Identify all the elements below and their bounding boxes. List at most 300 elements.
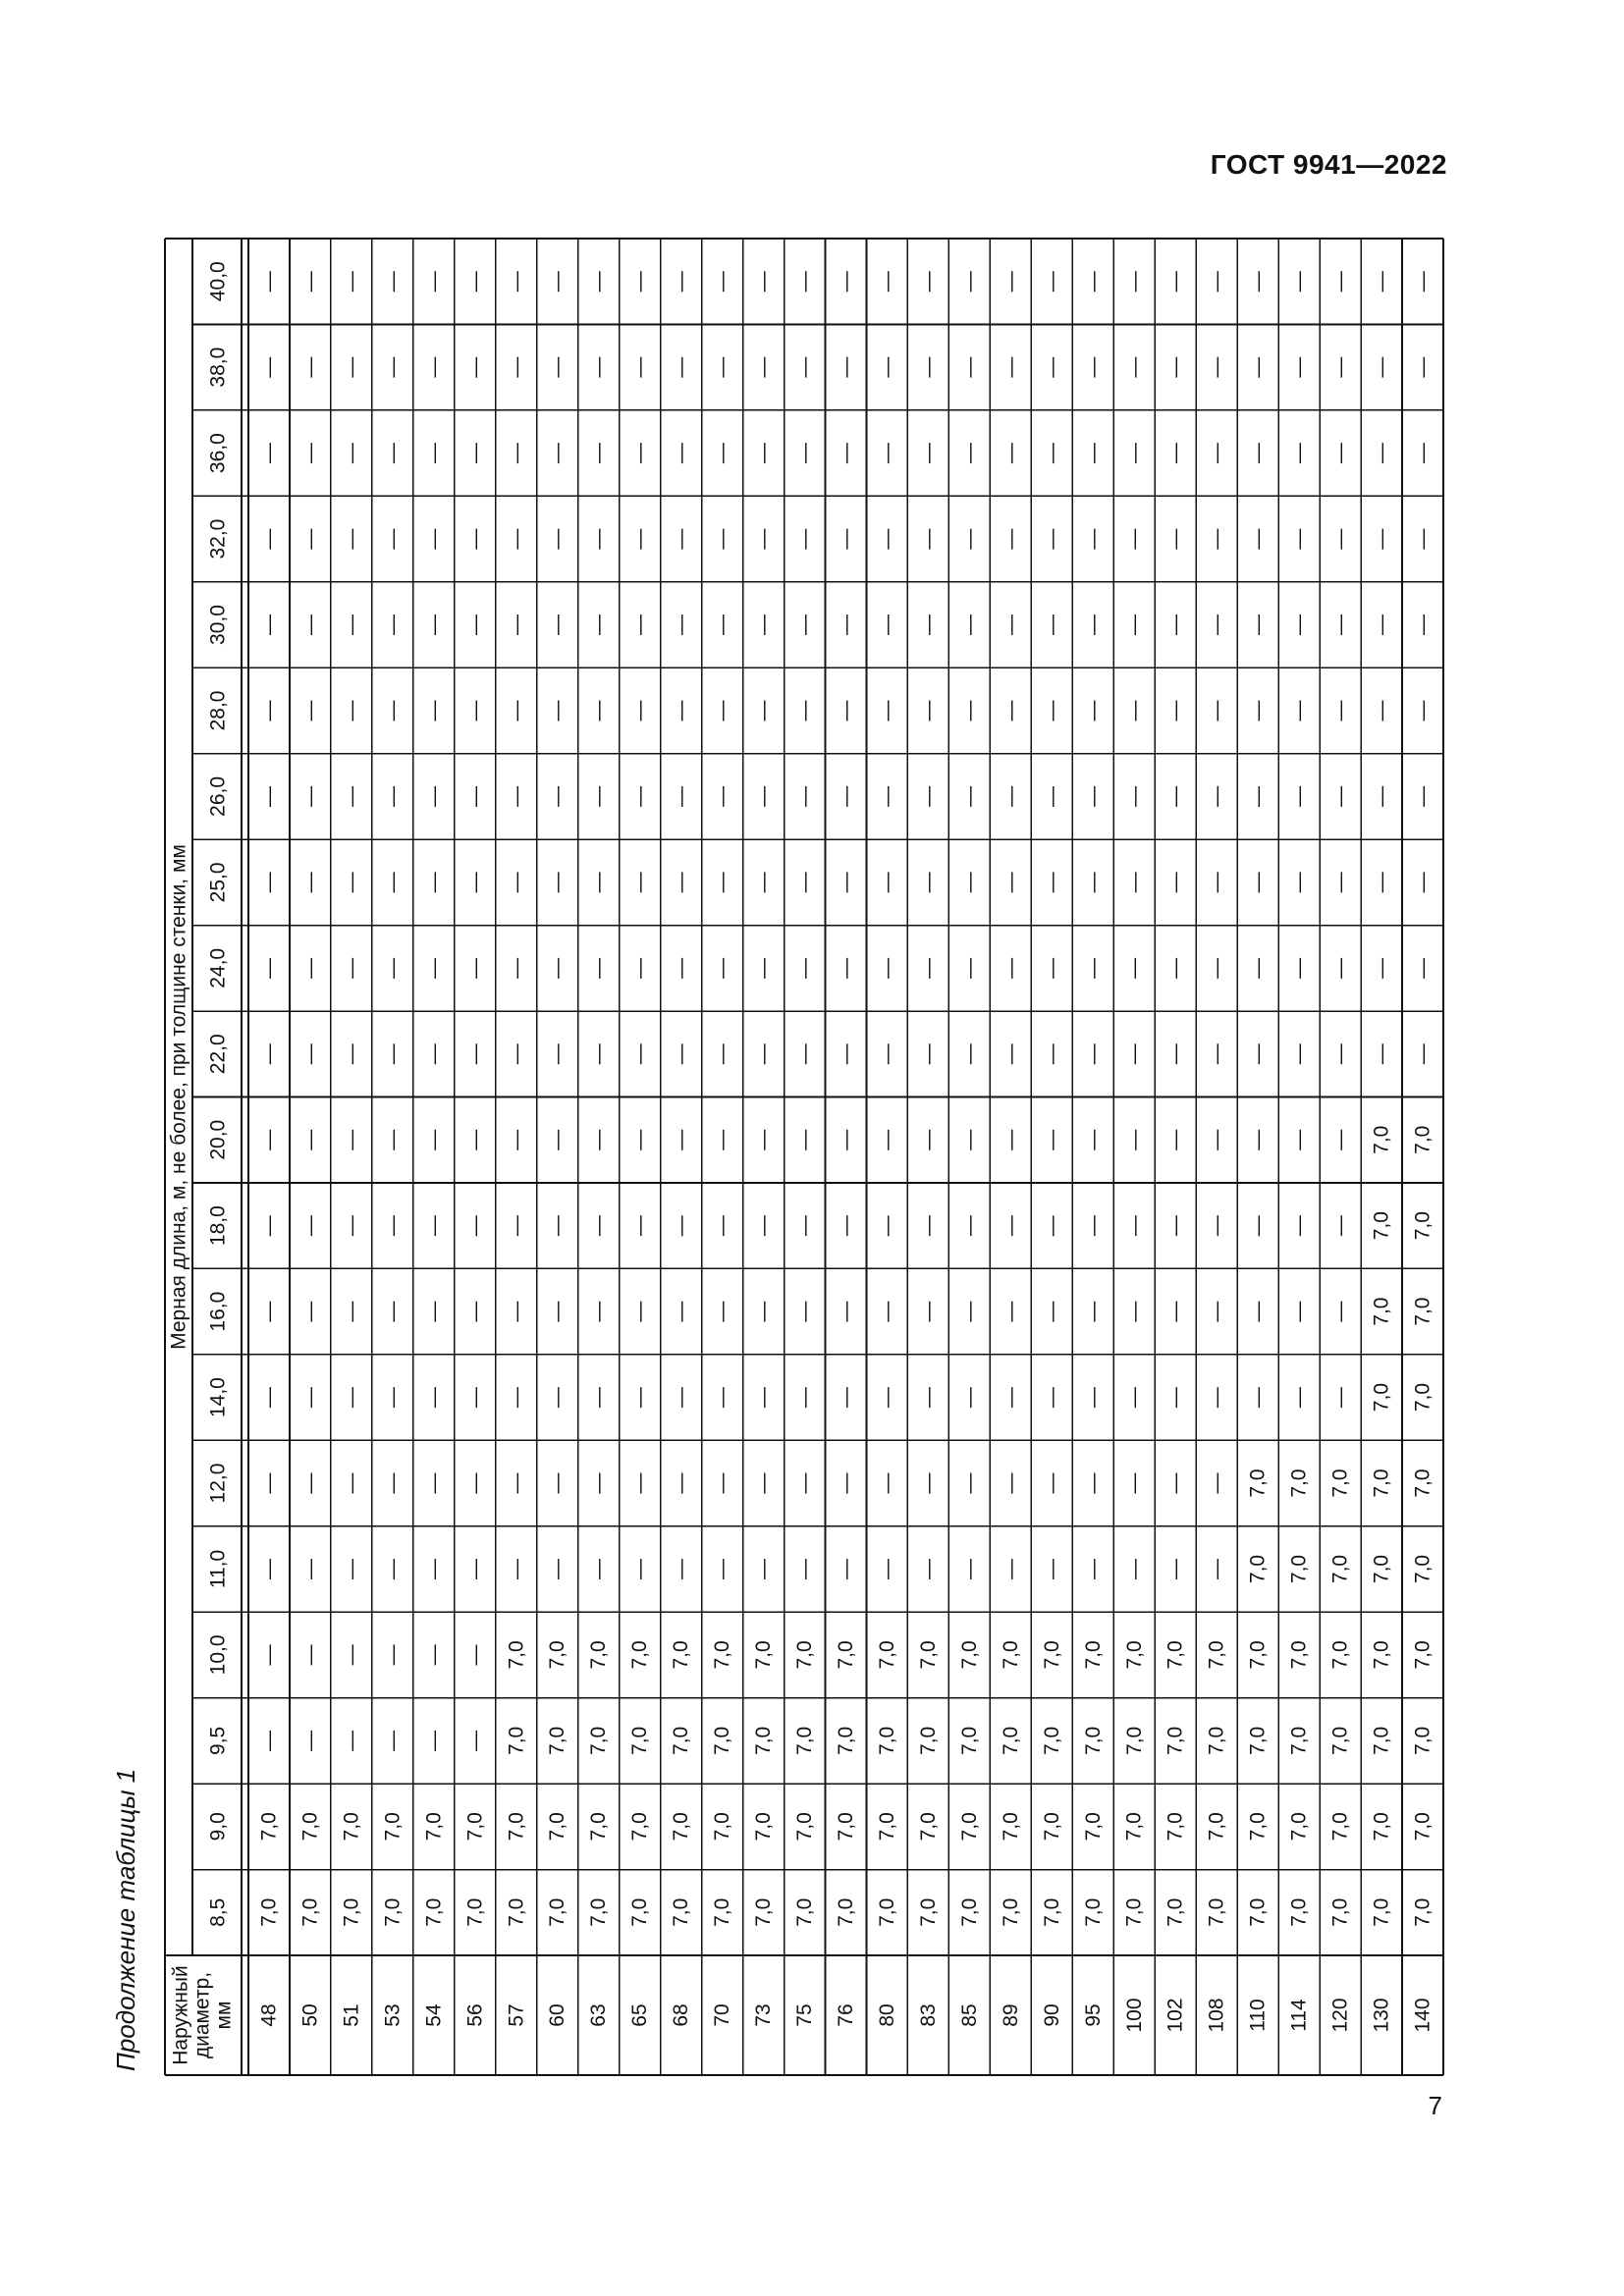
length-cell: — (505, 271, 528, 293)
length-cell: — (257, 528, 281, 550)
length-cell: — (1164, 1558, 1187, 1579)
length-cell: 7,0 (1370, 1726, 1393, 1755)
length-cell: — (835, 1472, 857, 1494)
length-cell: — (875, 1472, 898, 1494)
length-cell: — (670, 1472, 693, 1494)
length-cell: — (916, 1129, 940, 1150)
length-cell: — (875, 957, 898, 979)
length-cell: — (463, 1129, 487, 1150)
diameter-cell: 102 (1164, 1998, 1187, 2033)
length-cell: — (381, 356, 405, 378)
length-cell: 7,0 (1411, 1812, 1435, 1842)
length-cell: — (999, 872, 1022, 893)
length-cell: — (957, 614, 981, 636)
thickness-column-header: 9,0 (206, 1812, 230, 1842)
diameter-cell: 120 (1328, 1998, 1352, 2033)
length-cell: 7,0 (711, 1812, 734, 1842)
length-cell: — (711, 700, 734, 721)
length-cell: — (546, 957, 569, 979)
length-cell: — (957, 443, 981, 464)
length-cell: — (1081, 1301, 1105, 1322)
length-cell: — (505, 700, 528, 721)
length-cell: 7,0 (1122, 1726, 1146, 1755)
length-cell: — (1164, 443, 1187, 464)
length-cell: — (1164, 872, 1187, 893)
length-cell: 7,0 (1040, 1726, 1063, 1755)
diameter-cell: 130 (1370, 1998, 1393, 2033)
length-cell: — (628, 1043, 652, 1065)
length-cell: — (957, 700, 981, 721)
diameter-cell: 89 (999, 2003, 1022, 2027)
length-cell: — (1205, 700, 1228, 721)
length-cell: — (793, 271, 817, 293)
length-cell: 7,0 (1040, 1640, 1063, 1670)
length-cell: — (422, 872, 446, 893)
length-cell: 7,0 (1328, 1640, 1352, 1670)
length-cell: 7,0 (298, 1897, 322, 1927)
length-cell: — (381, 1730, 405, 1751)
length-cell: 7,0 (587, 1726, 611, 1755)
length-cell: — (1411, 614, 1435, 636)
length-cell: — (670, 271, 693, 293)
length-cell: — (340, 1472, 363, 1494)
length-cell: — (587, 1043, 611, 1065)
length-cell: — (298, 1129, 322, 1150)
length-cell: — (1081, 443, 1105, 464)
length-cell: — (752, 785, 776, 807)
length-cell: — (1205, 872, 1228, 893)
length-cell: — (587, 700, 611, 721)
length-cell: — (999, 1129, 1022, 1150)
length-cell: — (1246, 528, 1270, 550)
length-cell: 7,0 (1122, 1812, 1146, 1842)
length-cell: — (340, 1129, 363, 1150)
length-cell: — (1287, 1215, 1311, 1237)
length-cell: — (505, 1215, 528, 1237)
length-cell: — (1246, 1387, 1270, 1409)
length-cell: 7,0 (752, 1640, 776, 1670)
length-cell: — (916, 872, 940, 893)
length-cell: — (1370, 872, 1393, 893)
length-cell: — (463, 1472, 487, 1494)
length-cell: 7,0 (875, 1897, 898, 1927)
length-cell: — (752, 271, 776, 293)
length-cell: 7,0 (1370, 1297, 1393, 1326)
length-cell: — (1287, 1043, 1311, 1065)
length-cell: — (628, 1387, 652, 1409)
length-cell: 7,0 (1205, 1812, 1228, 1842)
length-cell: 7,0 (916, 1726, 940, 1755)
length-cell: — (1122, 271, 1146, 293)
length-cell: — (999, 614, 1022, 636)
length-cell: — (1370, 356, 1393, 378)
length-cell: — (628, 271, 652, 293)
length-cell: 7,0 (916, 1897, 940, 1927)
length-cell: — (1246, 356, 1270, 378)
length-cell: — (1205, 1558, 1228, 1579)
length-cell: 7,0 (1370, 1554, 1393, 1584)
length-cell: — (298, 1387, 322, 1409)
length-cell: — (340, 1558, 363, 1579)
length-cell: — (1122, 356, 1146, 378)
length-cell: — (875, 443, 898, 464)
length-cell: — (835, 614, 857, 636)
length-cell: — (670, 1129, 693, 1150)
length-cell: — (298, 1730, 322, 1751)
length-cell: — (1122, 1043, 1146, 1065)
length-cell: — (546, 443, 569, 464)
length-cell: — (999, 271, 1022, 293)
length-cell: — (875, 785, 898, 807)
length-cell: — (381, 1644, 405, 1666)
length-cell: 7,0 (1328, 1554, 1352, 1584)
length-cell: 7,0 (1164, 1897, 1187, 1927)
length-cell: — (752, 1215, 776, 1237)
thickness-column-header: 24,0 (206, 947, 230, 988)
length-cell: — (1205, 957, 1228, 979)
length-cell: 7,0 (587, 1640, 611, 1670)
length-cell: — (422, 1387, 446, 1409)
length-cell: — (1411, 957, 1435, 979)
length-cell: — (999, 700, 1022, 721)
length-cell: — (957, 1301, 981, 1322)
length-cell: 7,0 (670, 1726, 693, 1755)
length-cell: — (381, 271, 405, 293)
length-cell: 7,0 (505, 1726, 528, 1755)
length-cell: — (340, 443, 363, 464)
length-cell: 7,0 (628, 1897, 652, 1927)
length-cell: — (711, 356, 734, 378)
length-cell: 7,0 (1164, 1640, 1187, 1670)
diameter-cell: 75 (793, 2003, 817, 2027)
length-cell: — (463, 1558, 487, 1579)
thickness-column-header: 32,0 (206, 518, 230, 560)
length-cell: — (1411, 872, 1435, 893)
length-cell: — (1328, 1215, 1352, 1237)
length-cell: — (1370, 443, 1393, 464)
length-cell: — (1287, 872, 1311, 893)
length-cell: 7,0 (505, 1897, 528, 1927)
length-cell: — (835, 528, 857, 550)
length-cell: — (1246, 785, 1270, 807)
length-cell: — (257, 1301, 281, 1322)
length-cell: — (1040, 1043, 1063, 1065)
length-cell: — (1040, 1387, 1063, 1409)
length-cell: 7,0 (670, 1897, 693, 1927)
length-cell: — (1040, 1558, 1063, 1579)
length-cell: — (298, 528, 322, 550)
length-cell: — (257, 700, 281, 721)
length-cell: — (422, 700, 446, 721)
length-cell: — (1246, 957, 1270, 979)
length-cell: — (257, 872, 281, 893)
length-cell: — (711, 957, 734, 979)
length-cell: — (752, 1043, 776, 1065)
length-cell: — (793, 872, 817, 893)
length-cell: 7,0 (1081, 1726, 1105, 1755)
length-cell: 7,0 (957, 1726, 981, 1755)
length-cell: — (628, 1129, 652, 1150)
diameter-cell: 56 (463, 2003, 487, 2027)
length-cell: — (1081, 1215, 1105, 1237)
length-cell: — (793, 1215, 817, 1237)
length-cell: — (1287, 443, 1311, 464)
length-cell: — (587, 1558, 611, 1579)
length-cell: 7,0 (505, 1812, 528, 1842)
length-cell: — (587, 785, 611, 807)
length-cell: — (1081, 1558, 1105, 1579)
length-cell: — (340, 1644, 363, 1666)
length-cell: — (546, 1215, 569, 1237)
length-cell: — (381, 614, 405, 636)
length-cell: 7,0 (546, 1726, 569, 1755)
length-cell: — (463, 957, 487, 979)
length-cell: — (1122, 872, 1146, 893)
length-cell: — (752, 356, 776, 378)
length-cell: — (875, 1215, 898, 1237)
length-cell: 7,0 (422, 1897, 446, 1927)
length-cell: — (587, 1387, 611, 1409)
length-cell: — (1328, 1301, 1352, 1322)
length-cell: — (628, 1472, 652, 1494)
length-cell: — (1287, 614, 1311, 636)
length-cell: — (1164, 528, 1187, 550)
length-cell: — (340, 785, 363, 807)
length-cell: — (298, 1301, 322, 1322)
length-cell: 7,0 (1287, 1640, 1311, 1670)
thickness-column-header: 38,0 (206, 347, 230, 388)
group-header: Мерная длина, м, не более, при толщине стенки, мм (167, 844, 190, 1350)
length-cell: — (587, 528, 611, 550)
thickness-column-header: 25,0 (206, 862, 230, 903)
length-cell: — (1205, 443, 1228, 464)
length-cell: — (999, 1215, 1022, 1237)
length-cell: — (1370, 271, 1393, 293)
length-cell: 7,0 (1205, 1726, 1228, 1755)
length-cell: — (999, 356, 1022, 378)
thickness-column-header: 18,0 (206, 1205, 230, 1247)
length-cell: — (1287, 1387, 1311, 1409)
length-cell: 7,0 (1328, 1468, 1352, 1498)
length-cell: — (1122, 443, 1146, 464)
length-cell: — (875, 1301, 898, 1322)
thickness-column-header: 9,5 (206, 1726, 230, 1755)
length-cell: — (835, 356, 857, 378)
length-cell: — (422, 1644, 446, 1666)
length-cell: 7,0 (628, 1640, 652, 1670)
length-cell: — (1205, 1129, 1228, 1150)
length-cell: — (793, 1387, 817, 1409)
length-cell: — (422, 957, 446, 979)
length-cell: — (711, 1558, 734, 1579)
length-cell: 7,0 (587, 1812, 611, 1842)
length-cell: 7,0 (835, 1726, 857, 1755)
length-cell: — (1246, 1301, 1270, 1322)
length-cell: — (340, 872, 363, 893)
length-cell: — (1164, 1215, 1187, 1237)
length-cell: — (257, 1129, 281, 1150)
length-cell: 7,0 (381, 1812, 405, 1842)
length-cell: 7,0 (875, 1726, 898, 1755)
length-cell: — (1164, 1043, 1187, 1065)
length-cell: — (1205, 1301, 1228, 1322)
length-cell: — (875, 1558, 898, 1579)
length-cell: — (463, 1730, 487, 1751)
length-cell: — (670, 356, 693, 378)
length-cell: — (381, 1472, 405, 1494)
length-cell: — (1040, 1129, 1063, 1150)
length-cell: — (752, 1472, 776, 1494)
length-cell: — (505, 356, 528, 378)
page-number: 7 (1428, 2091, 1442, 2120)
length-cell: 7,0 (422, 1812, 446, 1842)
length-cell: — (835, 700, 857, 721)
length-cell: — (957, 1043, 981, 1065)
length-cell: — (340, 528, 363, 550)
length-cell: 7,0 (1370, 1468, 1393, 1498)
length-cell: — (422, 1558, 446, 1579)
length-cell: — (875, 271, 898, 293)
length-cell: — (463, 1387, 487, 1409)
length-cell: — (298, 1215, 322, 1237)
length-cell: 7,0 (875, 1640, 898, 1670)
length-cell: — (340, 1043, 363, 1065)
diameter-cell: 54 (422, 2003, 446, 2027)
length-cell: — (298, 1043, 322, 1065)
length-cell: 7,0 (298, 1812, 322, 1842)
length-cell: — (257, 1387, 281, 1409)
length-cell: — (752, 614, 776, 636)
diameter-cell: 108 (1205, 1998, 1228, 2033)
diameter-cell: 76 (835, 2003, 857, 2027)
length-cell: — (1328, 1043, 1352, 1065)
length-cell: — (670, 785, 693, 807)
length-cell: — (957, 1129, 981, 1150)
diameter-header-line: диаметр, (190, 1971, 214, 2059)
length-cell: — (298, 356, 322, 378)
length-cell: 7,0 (957, 1812, 981, 1842)
length-cell: — (257, 1472, 281, 1494)
length-cell: 7,0 (793, 1897, 817, 1927)
length-cell: — (1205, 1215, 1228, 1237)
length-cell: — (711, 1129, 734, 1150)
length-cell: — (628, 528, 652, 550)
length-cell: — (835, 1301, 857, 1322)
length-cell: 7,0 (916, 1812, 940, 1842)
diameter-cell: 140 (1411, 1998, 1435, 2033)
length-cell: — (711, 271, 734, 293)
length-cell: — (298, 1558, 322, 1579)
length-cell: — (1205, 1043, 1228, 1065)
length-cell: — (916, 271, 940, 293)
diameter-cell: 51 (340, 2003, 363, 2027)
length-cell: 7,0 (1287, 1812, 1311, 1842)
diameter-cell: 100 (1122, 1998, 1146, 2033)
length-cell: — (505, 1387, 528, 1409)
length-cell: 7,0 (1411, 1382, 1435, 1413)
length-cell: — (1122, 1472, 1146, 1494)
length-cell: 7,0 (1328, 1726, 1352, 1755)
length-cell: — (793, 528, 817, 550)
diameter-cell: 95 (1081, 2003, 1105, 2027)
diameter-cell: 65 (628, 2003, 652, 2027)
diameter-cell: 83 (916, 2003, 940, 2027)
length-cell: — (381, 957, 405, 979)
length-cell: 7,0 (1287, 1897, 1311, 1927)
length-cell: 7,0 (1205, 1897, 1228, 1927)
length-cell: — (875, 872, 898, 893)
diameter-cell: 57 (505, 2003, 528, 2027)
length-cell: — (546, 700, 569, 721)
length-cell: — (835, 957, 857, 979)
length-cell: — (1287, 957, 1311, 979)
length-cell: — (340, 1215, 363, 1237)
length-cell: — (381, 1215, 405, 1237)
length-cell: — (381, 1301, 405, 1322)
length-cell: — (463, 443, 487, 464)
length-cell: 7,0 (1411, 1640, 1435, 1670)
length-cell: 7,0 (1246, 1812, 1270, 1842)
length-cell: — (875, 700, 898, 721)
thickness-column-header: 20,0 (206, 1119, 230, 1160)
length-cell: — (463, 271, 487, 293)
length-cell: 7,0 (1081, 1812, 1105, 1842)
length-cell: 7,0 (463, 1897, 487, 1927)
length-cell: — (1246, 614, 1270, 636)
length-cell: — (628, 957, 652, 979)
length-cell: — (463, 528, 487, 550)
length-cell: — (628, 356, 652, 378)
length-cell: — (1122, 957, 1146, 979)
length-cell: — (505, 785, 528, 807)
length-cell: — (999, 1387, 1022, 1409)
length-cell: 7,0 (546, 1897, 569, 1927)
length-cell: — (505, 1043, 528, 1065)
length-cell: — (793, 1558, 817, 1579)
length-cell: — (1040, 872, 1063, 893)
length-cell: — (1411, 271, 1435, 293)
length-cell: 7,0 (1411, 1726, 1435, 1755)
thickness-column-header: 8,5 (206, 1897, 230, 1927)
length-cell: — (1040, 356, 1063, 378)
length-cell: — (1287, 356, 1311, 378)
length-cell: 7,0 (1411, 1211, 1435, 1241)
length-cell: — (999, 1472, 1022, 1494)
length-cell: 7,0 (1122, 1640, 1146, 1670)
length-cell: — (381, 1043, 405, 1065)
length-cell: — (505, 872, 528, 893)
length-cell: — (916, 1387, 940, 1409)
diameter-header-line: Наружный (169, 1965, 192, 2065)
length-cell: — (628, 614, 652, 636)
length-cell: — (1081, 1387, 1105, 1409)
length-cell: — (835, 443, 857, 464)
length-cell: 7,0 (628, 1726, 652, 1755)
length-cell: — (298, 957, 322, 979)
length-cell: — (875, 356, 898, 378)
length-cell: — (422, 356, 446, 378)
length-cell: — (793, 356, 817, 378)
length-cell: 7,0 (1328, 1812, 1352, 1842)
length-cell: — (546, 1043, 569, 1065)
length-cell: — (1328, 356, 1352, 378)
length-cell: — (957, 1387, 981, 1409)
length-cell: — (546, 614, 569, 636)
length-cell: — (835, 1215, 857, 1237)
length-cell: 7,0 (1246, 1897, 1270, 1927)
length-cell: 7,0 (1246, 1726, 1270, 1755)
length-cell: 7,0 (1122, 1897, 1146, 1927)
